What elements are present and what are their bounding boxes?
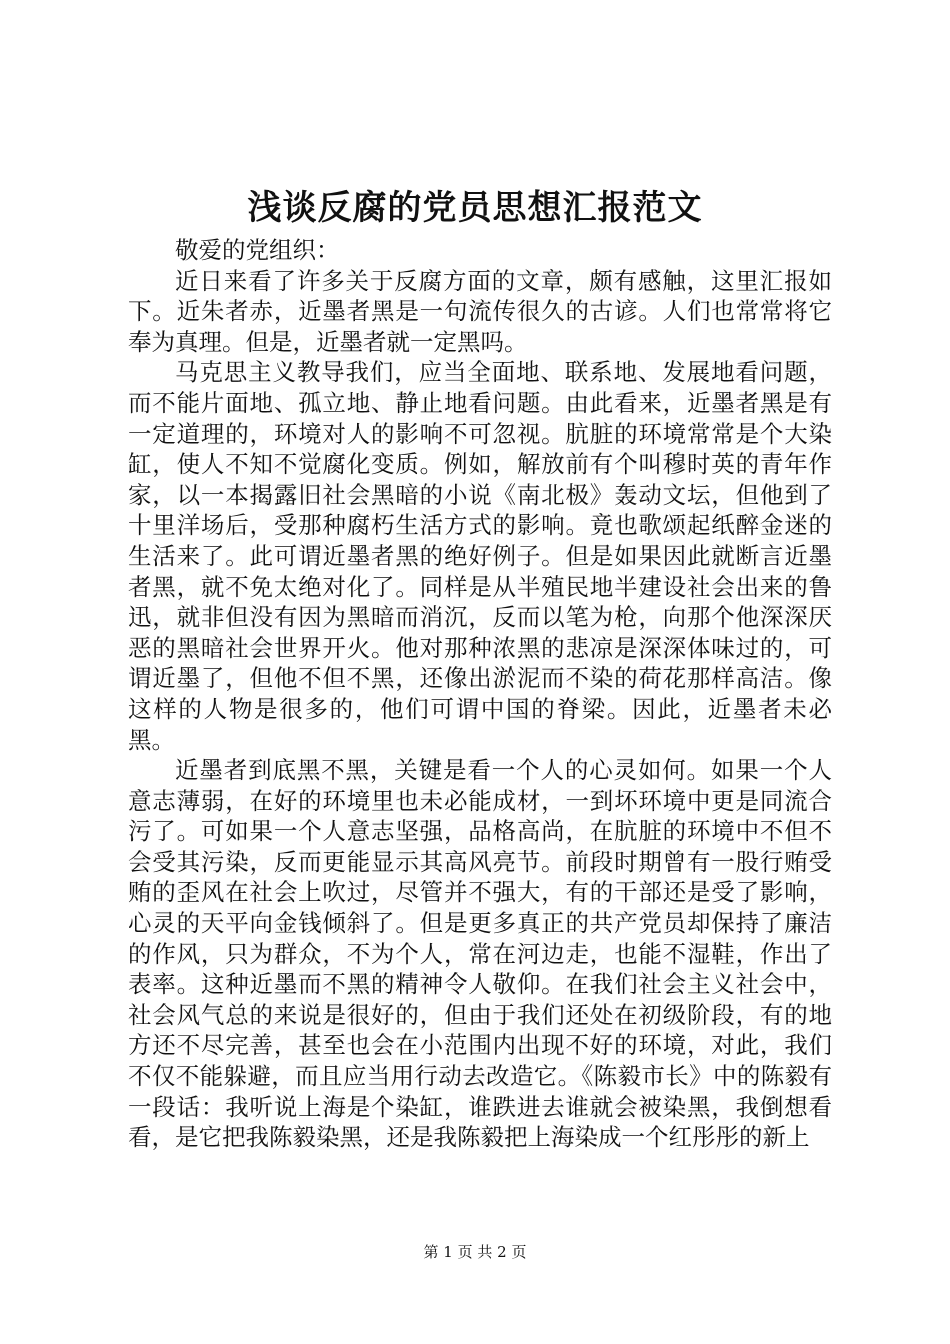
document-body <box>128 235 832 1153</box>
paragraph: 近日来看了许多关于反腐方面的文章，颇有感触，这里汇报如下。近朱者赤，近墨者黑是一句流传很久的古谚。人们也常常将它奉为真理。但是，近墨者就一定黑吗。 <box>128 266 832 356</box>
salutation: 敬爱的党组织： <box>175 236 340 264</box>
document-title: 浅谈反腐的党员思想汇报范文 <box>247 188 703 228</box>
paragraph: 马克思主义教导我们，应当全面地、联系地、发展地看问题，而不能片面地、孤立地、静止地看问题。由此看来，近墨者黑是有一定道理的，环境对人的影响不可忽视。肮脏的环境常常是个大染缸，使人不知不觉腐化变质。例如，解放前有个叫穆时英的青年作家，以一本揭露旧社会黑暗的小说《南北极》轰动文坛，但他到了十里洋场后，受那种腐朽生活方式的影响。竟也歌颂起纸醉金迷的生活来了。此可谓近墨者黑的绝好例子。但是如果因此就断言近墨者黑，就不免太绝对化了。同样是从半殖民地半建设社会出来的鲁迅，就非但没有因为黑暗而消沉，反而以笔为枪，向那个他深深厌恶的黑暗社会世界开火。他对那种浓黑的悲凉是深深体味过的，可谓近墨了，但他不但不黑，还像出淤泥而不染的荷花那样高洁。像这样的人物是很多的，他们可谓中国的脊梁。因此，近墨者未必黑。 <box>128 358 832 754</box>
page-number-footer: 第 1 页 共 2 页 <box>423 1243 527 1261</box>
paragraph: 近墨者到底黑不黑，关键是看一个人的心灵如何。如果一个人意志薄弱，在好的环境里也未必能成材，一到坏环境中更是同流合污了。可如果一个人意志坚强，品格高尚，在肮脏的环境中不但不会受其污染，反而更能显示其高风亮节。前段时期曾有一股行贿受贿的歪风在社会上吹过，尽管并不强大，有的干部还是受了影响，心灵的天平向金钱倾斜了。但是更多真正的共产党员却保持了廉洁的作风，只为群众，不为个人，常在河边走，也能不湿鞋，作出了表率。这种近墨而不黑的精神令人敬仰。在我们社会主义社会中，社会风气总的来说是很好的，但由于我们还处在初级阶段，有的地方还不尽完善，甚至也会在小范围内出现不好的环境，对此，我们不仅不能躲避，而且应当用行动去改造它。《陈毅市长》中的陈毅有一段话：我听说上海是个染缸，谁跌进去谁就会被染黑，我倒想看看，是它把我陈毅染黑，还是我陈毅把上海染成一个红彤彤的新上 <box>128 756 832 1152</box>
